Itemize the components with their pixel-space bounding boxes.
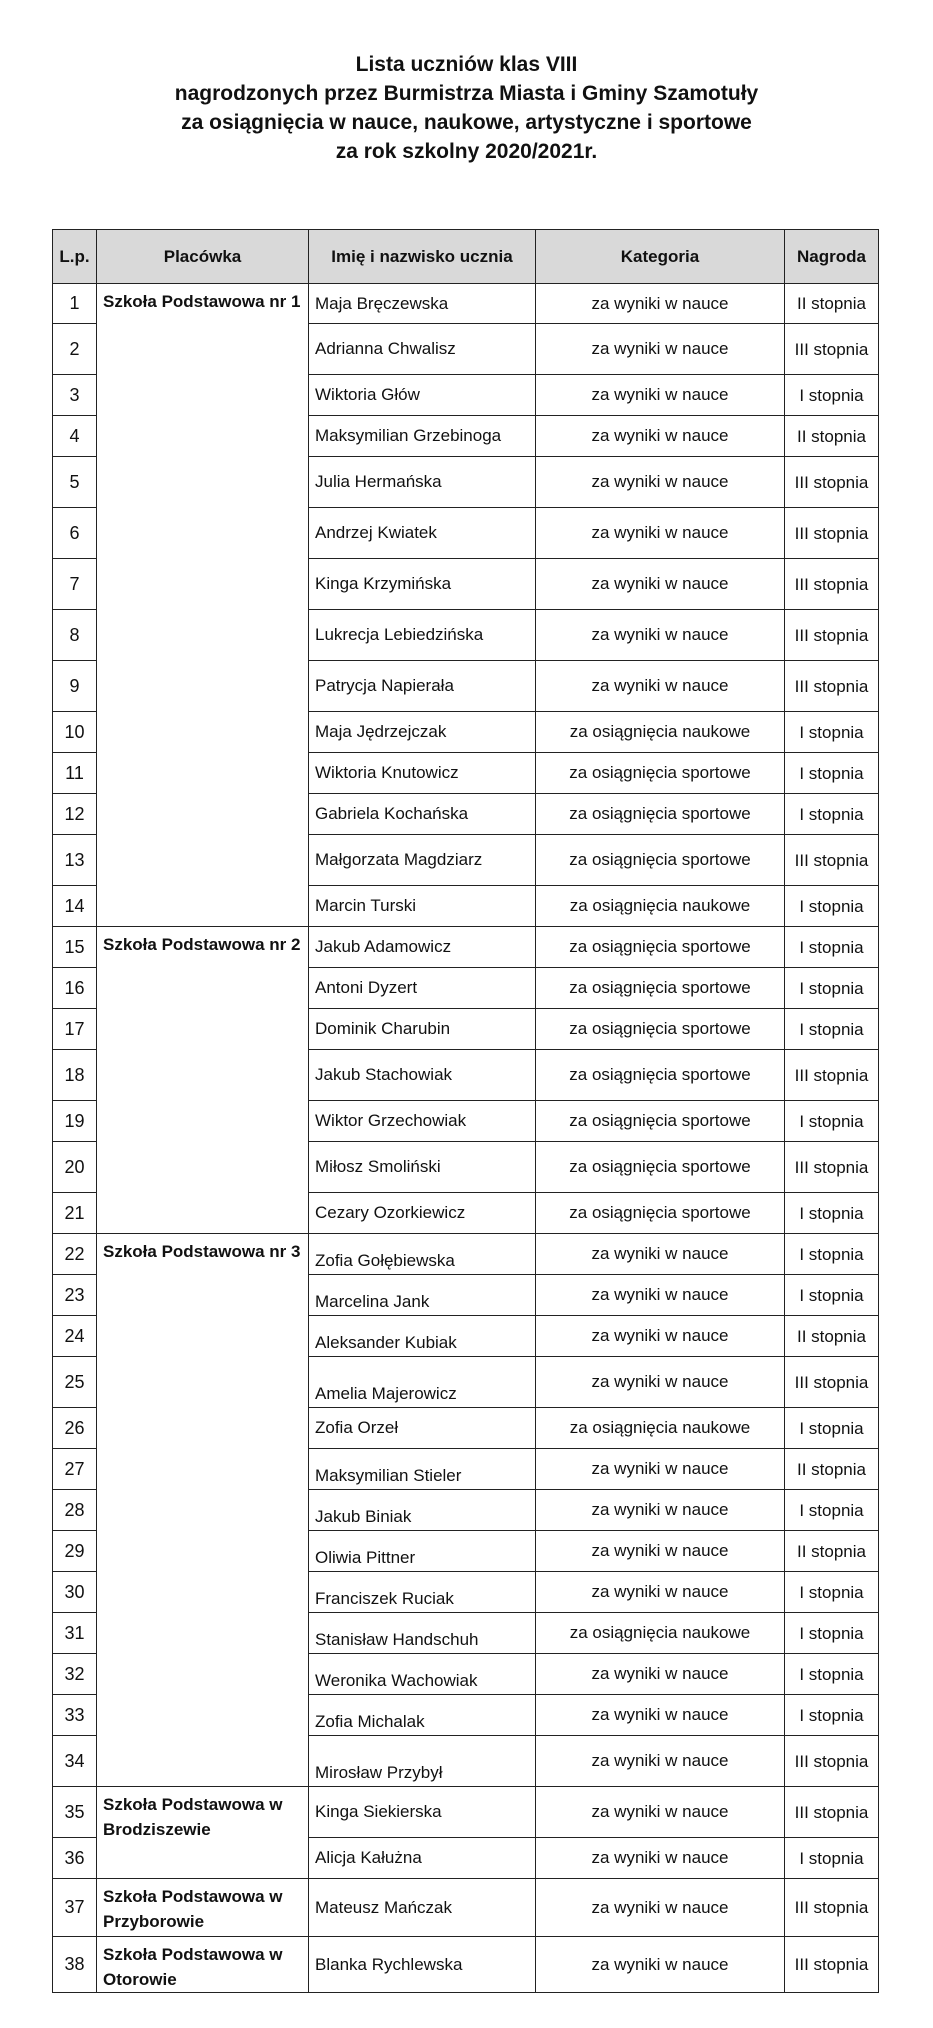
award-level: III stopnia — [785, 1357, 879, 1408]
award-category: za osiągnięcia sportowe — [536, 1009, 785, 1050]
award-category: za wyniki w nauce — [536, 457, 785, 508]
student-name: Adrianna Chwalisz — [309, 324, 536, 375]
row-number: 25 — [53, 1357, 97, 1408]
row-number: 5 — [53, 457, 97, 508]
award-level: I stopnia — [785, 1838, 879, 1879]
header-school: Placówka — [97, 230, 309, 284]
row-number: 13 — [53, 835, 97, 886]
student-name: Dominik Charubin — [309, 1009, 536, 1050]
student-name: Oliwia Pittner — [309, 1531, 536, 1572]
row-number: 12 — [53, 794, 97, 835]
student-name: Maja Jędrzejczak — [309, 712, 536, 753]
award-level: I stopnia — [785, 927, 879, 968]
award-category: za osiągnięcia sportowe — [536, 1142, 785, 1193]
award-category: za wyniki w nauce — [536, 1879, 785, 1937]
award-level: I stopnia — [785, 1009, 879, 1050]
school-name: Szkoła Podstawowa w Brodziszewie — [97, 1787, 309, 1879]
award-level: III stopnia — [785, 457, 879, 508]
title-line: nagrodzonych przez Burmistrza Miasta i Gminy Szamotuły — [174, 82, 759, 105]
student-name: Stanisław Handschuh — [309, 1613, 536, 1654]
award-category: za wyniki w nauce — [536, 1275, 785, 1316]
student-name: Gabriela Kochańska — [309, 794, 536, 835]
student-name: Lukrecja Lebiedzińska — [309, 610, 536, 661]
student-name: Maksymilian Grzebinoga — [309, 416, 536, 457]
row-number: 4 — [53, 416, 97, 457]
student-name: Jakub Biniak — [309, 1490, 536, 1531]
student-name: Kinga Krzymińska — [309, 559, 536, 610]
award-level: I stopnia — [785, 1572, 879, 1613]
award-level: III stopnia — [785, 1050, 879, 1101]
row-number: 38 — [53, 1937, 97, 1993]
award-category: za osiągnięcia naukowe — [536, 1613, 785, 1654]
student-name: Wiktoria Knutowicz — [309, 753, 536, 794]
row-number: 34 — [53, 1736, 97, 1787]
award-level: I stopnia — [785, 1275, 879, 1316]
row-number: 23 — [53, 1275, 97, 1316]
row-number: 1 — [53, 284, 97, 324]
title-line: Lista uczniów klas VIII — [355, 53, 578, 76]
award-category: za wyniki w nauce — [536, 1449, 785, 1490]
title-line: za rok szkolny 2020/2021r. — [335, 140, 598, 163]
student-name: Antoni Dyzert — [309, 968, 536, 1009]
row-number: 27 — [53, 1449, 97, 1490]
student-name: Wiktoria Głów — [309, 375, 536, 416]
award-level: I stopnia — [785, 1654, 879, 1695]
award-category: za osiągnięcia naukowe — [536, 886, 785, 927]
student-name: Małgorzata Magdziarz — [309, 835, 536, 886]
award-level: II stopnia — [785, 1316, 879, 1357]
row-number: 31 — [53, 1613, 97, 1654]
student-name: Franciszek Ruciak — [309, 1572, 536, 1613]
table-row — [53, 1937, 879, 1993]
award-category: za wyniki w nauce — [536, 559, 785, 610]
student-name: Mirosław Przybył — [309, 1736, 536, 1787]
award-level: II stopnia — [785, 1531, 879, 1572]
row-number: 6 — [53, 508, 97, 559]
row-number: 22 — [53, 1234, 97, 1275]
award-category: za wyniki w nauce — [536, 1787, 785, 1838]
row-number: 37 — [53, 1879, 97, 1937]
table-row — [53, 284, 879, 324]
table-body — [53, 284, 879, 1993]
award-category: za wyniki w nauce — [536, 610, 785, 661]
award-level: I stopnia — [785, 794, 879, 835]
student-name: Maksymilian Stieler — [309, 1449, 536, 1490]
row-number: 29 — [53, 1531, 97, 1572]
student-name: Cezary Ozorkiewicz — [309, 1193, 536, 1234]
award-level: III stopnia — [785, 1937, 879, 1993]
award-level: II stopnia — [785, 416, 879, 457]
student-name: Wiktor Grzechowiak — [309, 1101, 536, 1142]
award-level: II stopnia — [785, 284, 879, 324]
award-level: I stopnia — [785, 1193, 879, 1234]
award-category: za wyniki w nauce — [536, 1316, 785, 1357]
row-number: 10 — [53, 712, 97, 753]
row-number: 35 — [53, 1787, 97, 1838]
award-level: I stopnia — [785, 712, 879, 753]
table-row — [53, 1787, 879, 1838]
header-award: Nagroda — [785, 230, 879, 284]
row-number: 21 — [53, 1193, 97, 1234]
student-name: Jakub Stachowiak — [309, 1050, 536, 1101]
document-title — [0, 50, 933, 166]
student-name: Mateusz Mańczak — [309, 1879, 536, 1937]
award-category: za wyniki w nauce — [536, 1490, 785, 1531]
row-number: 20 — [53, 1142, 97, 1193]
award-level: III stopnia — [785, 661, 879, 712]
row-number: 30 — [53, 1572, 97, 1613]
award-level: I stopnia — [785, 1101, 879, 1142]
header-lp: L.p. — [53, 230, 97, 284]
award-level: I stopnia — [785, 753, 879, 794]
header-student-name: Imię i nazwisko ucznia — [309, 230, 536, 284]
table-header-row — [53, 230, 879, 284]
award-category: za osiągnięcia naukowe — [536, 1408, 785, 1449]
student-name: Aleksander Kubiak — [309, 1316, 536, 1357]
student-name: Blanka Rychlewska — [309, 1937, 536, 1993]
award-level: II stopnia — [785, 1449, 879, 1490]
award-level: III stopnia — [785, 835, 879, 886]
award-category: za osiągnięcia sportowe — [536, 1101, 785, 1142]
award-level: III stopnia — [785, 324, 879, 375]
student-name: Alicja Kałużna — [309, 1838, 536, 1879]
award-category: za wyniki w nauce — [536, 508, 785, 559]
award-category: za wyniki w nauce — [536, 1531, 785, 1572]
award-category: za wyniki w nauce — [536, 324, 785, 375]
award-category: za wyniki w nauce — [536, 1654, 785, 1695]
award-category: za osiągnięcia sportowe — [536, 794, 785, 835]
row-number: 2 — [53, 324, 97, 375]
award-level: I stopnia — [785, 1234, 879, 1275]
award-category: za wyniki w nauce — [536, 1736, 785, 1787]
student-name: Zofia Gołębiewska — [309, 1234, 536, 1275]
student-name: Zofia Orzeł — [309, 1408, 536, 1449]
award-category: za wyniki w nauce — [536, 1234, 785, 1275]
student-name: Jakub Adamowicz — [309, 927, 536, 968]
student-name: Maja Bręczewska — [309, 284, 536, 324]
table-row — [53, 1234, 879, 1275]
award-category: za wyniki w nauce — [536, 661, 785, 712]
award-level: III stopnia — [785, 1879, 879, 1937]
awards-table — [52, 229, 879, 1993]
row-number: 16 — [53, 968, 97, 1009]
award-category: za wyniki w nauce — [536, 1937, 785, 1993]
award-level: III stopnia — [785, 559, 879, 610]
award-category: za osiągnięcia sportowe — [536, 1193, 785, 1234]
school-name: Szkoła Podstawowa w Otorowie — [97, 1937, 309, 1993]
student-name: Andrzej Kwiatek — [309, 508, 536, 559]
row-number: 7 — [53, 559, 97, 610]
row-number: 9 — [53, 661, 97, 712]
award-category: za wyniki w nauce — [536, 1838, 785, 1879]
award-level: III stopnia — [785, 508, 879, 559]
award-level: I stopnia — [785, 375, 879, 416]
student-name: Weronika Wachowiak — [309, 1654, 536, 1695]
row-number: 14 — [53, 886, 97, 927]
row-number: 17 — [53, 1009, 97, 1050]
award-category: za osiągnięcia sportowe — [536, 927, 785, 968]
table-row — [53, 1879, 879, 1937]
student-name: Patrycja Napierała — [309, 661, 536, 712]
school-name: Szkoła Podstawowa w Przyborowie — [97, 1879, 309, 1937]
award-level: III stopnia — [785, 1736, 879, 1787]
title-line: za osiągnięcia w nauce, naukowe, artystyczne i sportowe — [181, 111, 752, 134]
school-name: Szkoła Podstawowa nr 2 — [97, 927, 309, 1234]
award-category: za wyniki w nauce — [536, 1695, 785, 1736]
award-level: I stopnia — [785, 968, 879, 1009]
award-category: za osiągnięcia naukowe — [536, 712, 785, 753]
award-category: za wyniki w nauce — [536, 1572, 785, 1613]
row-number: 26 — [53, 1408, 97, 1449]
row-number: 18 — [53, 1050, 97, 1101]
header-category: Kategoria — [536, 230, 785, 284]
row-number: 32 — [53, 1654, 97, 1695]
student-name: Amelia Majerowicz — [309, 1357, 536, 1408]
award-category: za wyniki w nauce — [536, 284, 785, 324]
student-name: Zofia Michalak — [309, 1695, 536, 1736]
row-number: 15 — [53, 927, 97, 968]
row-number: 24 — [53, 1316, 97, 1357]
row-number: 36 — [53, 1838, 97, 1879]
school-name: Szkoła Podstawowa nr 1 — [97, 284, 309, 927]
row-number: 11 — [53, 753, 97, 794]
award-level: I stopnia — [785, 1613, 879, 1654]
award-level: III stopnia — [785, 1787, 879, 1838]
award-category: za osiągnięcia sportowe — [536, 968, 785, 1009]
row-number: 8 — [53, 610, 97, 661]
student-name: Marcelina Jank — [309, 1275, 536, 1316]
student-name: Kinga Siekierska — [309, 1787, 536, 1838]
row-number: 3 — [53, 375, 97, 416]
table-row — [53, 927, 879, 968]
award-level: I stopnia — [785, 1408, 879, 1449]
award-level: III stopnia — [785, 610, 879, 661]
award-category: za osiągnięcia sportowe — [536, 1050, 785, 1101]
award-level: I stopnia — [785, 1490, 879, 1531]
row-number: 33 — [53, 1695, 97, 1736]
award-level: I stopnia — [785, 886, 879, 927]
student-name: Miłosz Smoliński — [309, 1142, 536, 1193]
student-name: Julia Hermańska — [309, 457, 536, 508]
award-level: I stopnia — [785, 1695, 879, 1736]
row-number: 19 — [53, 1101, 97, 1142]
award-category: za wyniki w nauce — [536, 375, 785, 416]
award-category: za osiągnięcia sportowe — [536, 753, 785, 794]
school-name: Szkoła Podstawowa nr 3 — [97, 1234, 309, 1787]
row-number: 28 — [53, 1490, 97, 1531]
award-category: za osiągnięcia sportowe — [536, 835, 785, 886]
award-category: za wyniki w nauce — [536, 416, 785, 457]
award-level: III stopnia — [785, 1142, 879, 1193]
award-category: za wyniki w nauce — [536, 1357, 785, 1408]
student-name: Marcin Turski — [309, 886, 536, 927]
